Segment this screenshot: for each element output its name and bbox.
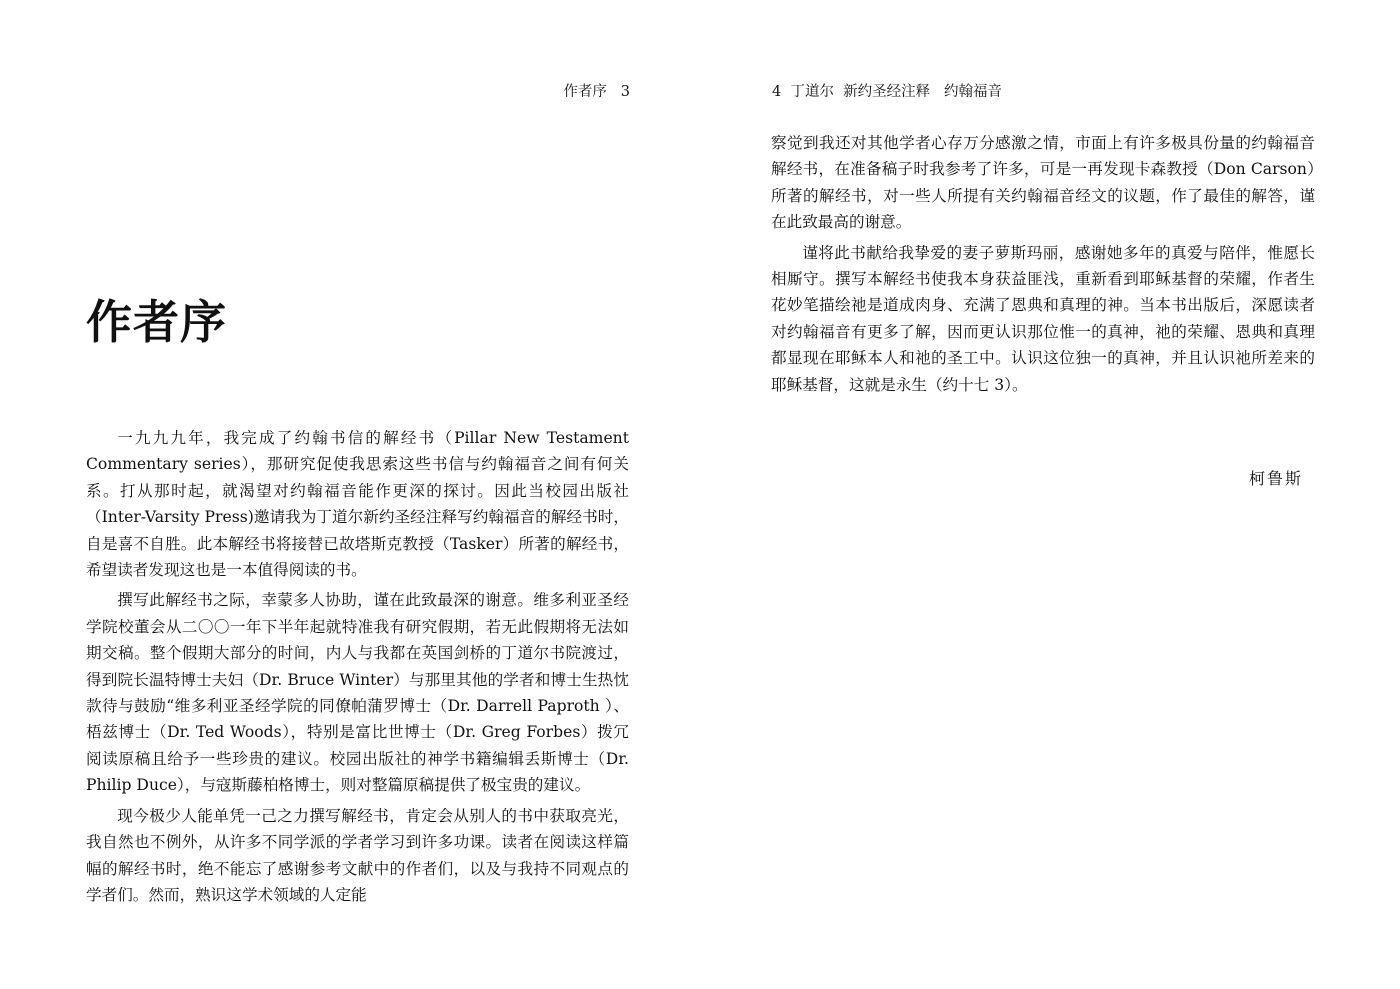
paragraph: 谨将此书献给我挚爱的妻子萝斯玛丽，感谢她多年的真爱与陪伴，惟愿长相厮守。撰写本解经书使我本身获益匪浅，重新看到耶稣基督的荣耀，作者生花妙笔描绘祂是道成肉身、充满了恩典和真理的神。当本书出版后，深愿读者对约翰福音有更多了解，因而更认识那位惟一的真神，祂的荣耀、恩典和真理都显现在耶稣本人和祂的圣工中。认识这位独一的真神，并且认识祂所差来的耶稣基督，这就是永生（约十七 3）。 [771, 243, 1315, 394]
left-running-head: 作者序 3 [563, 84, 630, 100]
paragraph: 撰写此解经书之际，幸蒙多人协助，谨在此致最深的谢意。维多利亚圣经学院校董会从二〇〇一年下半年起就特准我有研究假期，若无此假期将无法如期交稿。整个假期大部分的时间，内人与我都在英国剑桥的丁道尔书院渡过，得到院长温特博士夫妇（Dr. Bruce Winter）与那里其他的学者和博士生热忱款待与鼓励“维多利亚圣经学院的同僚帕蒲罗博士（Dr. Darrell Paproth ）、梧兹博士（Dr. Ted Woods），特别是富比世博士（Dr. Greg Forbes）拨冗阅读原稿且给予一些珍贵的建议。校园出版社的神学书籍编辑丢斯博士（Dr. Philip Duce），与寇斯藤柏格博士，则对整篇原稿提供了极宝贵的建议。 [86, 591, 629, 795]
chapter-title: 作者序 [86, 295, 227, 349]
author-signature: 柯鲁斯 [1248, 469, 1303, 488]
right-running-head: 4 丁道尔 新约圣经注释 约翰福音 [772, 84, 1002, 100]
paragraph: 现今极少人能单凭一己之力撰写解经书，肯定会从别人的书中获取亮光，我自然也不例外，从许多不同学派的学者学习到许多功课。读者在阅读这样篇幅的解经书时，绝不能忘了感谢参考文献中的作者们，以及与我持不同观点的学者们。然而，熟识这学术领域的人定能 [86, 806, 629, 904]
right-body-text [771, 130, 1315, 402]
paragraph: 一九九九年，我完成了约翰书信的解经书（Pillar New Testament Commentary series），那研究促使我思索这些书信与约翰福音之间有何关系。打从那时起，就渴望对约翰福音能作更深的探讨。因此当校园出版社（Inter-Varsity Press)邀请我为丁道尔新约圣经注释写约翰福音的解经书时，自是喜不自胜。此本解经书将接替已故塔斯克教授（Tasker）所著的解经书，希望读者发现这也是一本值得阅读的书。 [86, 429, 629, 580]
right-page [700, 0, 1400, 989]
paragraph-continued: 察觉到我还对其他学者心存万分感激之情，市面上有许多极具份量的约翰福音解经书，在准备稿子时我参考了许多，可是一再发现卡森教授（Don Carson）所著的解经书，对一些人所提有关约翰福音经文的议题，作了最佳的解答，谨在此致最高的谢意。 [771, 134, 1315, 232]
left-body-text [86, 425, 629, 912]
